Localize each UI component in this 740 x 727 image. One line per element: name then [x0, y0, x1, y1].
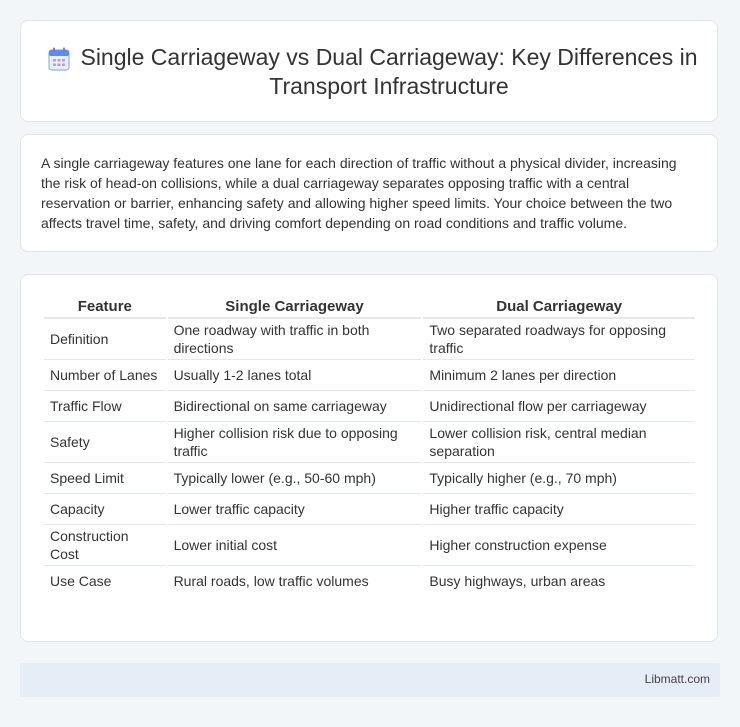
feature-cell: Definition: [44, 319, 166, 360]
feature-cell: Traffic Flow: [44, 391, 166, 422]
dual-cell: Minimum 2 lanes per direction: [423, 360, 695, 391]
dual-cell: Busy highways, urban areas: [429, 573, 606, 589]
table-header-row: [44, 295, 695, 319]
single-cell: Higher collision risk due to opposing traffic: [168, 422, 422, 463]
comparison-card: [20, 274, 718, 642]
single-cell: Lower traffic capacity: [168, 494, 422, 525]
table-row: [44, 319, 695, 360]
intro-card: [20, 134, 718, 252]
dual-cell: Unidirectional flow per carriageway: [423, 391, 695, 422]
feature-cell: Safety: [44, 422, 166, 463]
single-cell: One roadway with traffic in both directions: [168, 319, 422, 360]
feature-cell: Capacity: [44, 494, 166, 525]
single-cell: Usually 1-2 lanes total: [168, 360, 422, 391]
header-dual-carriageway: Dual Carriageway: [423, 295, 695, 319]
dual-cell: Higher traffic capacity: [423, 494, 695, 525]
title-wrap: [21, 43, 717, 101]
dual-cell: Higher construction expense: [423, 525, 695, 566]
single-cell: Rural roads, low traffic volumes: [173, 573, 369, 589]
table-row: [44, 566, 695, 596]
table-row: [44, 422, 695, 463]
intro-paragraph: A single carriageway features one lane for each direction of traffic without a physical divider, increasing the risk of head-on collisions, while a dual carriageway separates opposing traffic with a central reservation or barrier, enhancing safety and allowing higher speed limits. Your choice between the two affects travel time, safety, and driving comfort depending on road conditions and traffic volume.: [41, 155, 677, 231]
feature-cell: Use Case: [50, 573, 112, 589]
page-title: Single Carriageway vs Dual Carriageway: Key Differences in Transport Infrastructure: [80, 44, 698, 99]
table-row: [44, 391, 695, 422]
feature-cell: Speed Limit: [44, 463, 166, 494]
single-cell: Bidirectional on same carriageway: [168, 391, 422, 422]
header-single-carriageway: Single Carriageway: [168, 295, 422, 319]
footer-site-link[interactable]: Libmatt.com: [644, 672, 710, 686]
header-feature: Feature: [44, 295, 166, 319]
calendar-icon: [48, 47, 70, 71]
table-row: [44, 494, 695, 525]
title-card: [20, 20, 718, 122]
comparison-table: [42, 295, 697, 596]
feature-cell: Number of Lanes: [44, 360, 166, 391]
single-cell: Typically lower (e.g., 50-60 mph): [168, 463, 422, 494]
single-cell: Lower initial cost: [168, 525, 422, 566]
dual-cell: Typically higher (e.g., 70 mph): [423, 463, 695, 494]
table-row: [44, 525, 695, 566]
feature-cell: Construction Cost: [44, 525, 166, 566]
table-row: [44, 463, 695, 494]
footer-bar: [20, 663, 720, 697]
dual-cell: Lower collision risk, central median separation: [423, 422, 695, 463]
table-row: [44, 360, 695, 391]
dual-cell: Two separated roadways for opposing traffic: [423, 319, 695, 360]
